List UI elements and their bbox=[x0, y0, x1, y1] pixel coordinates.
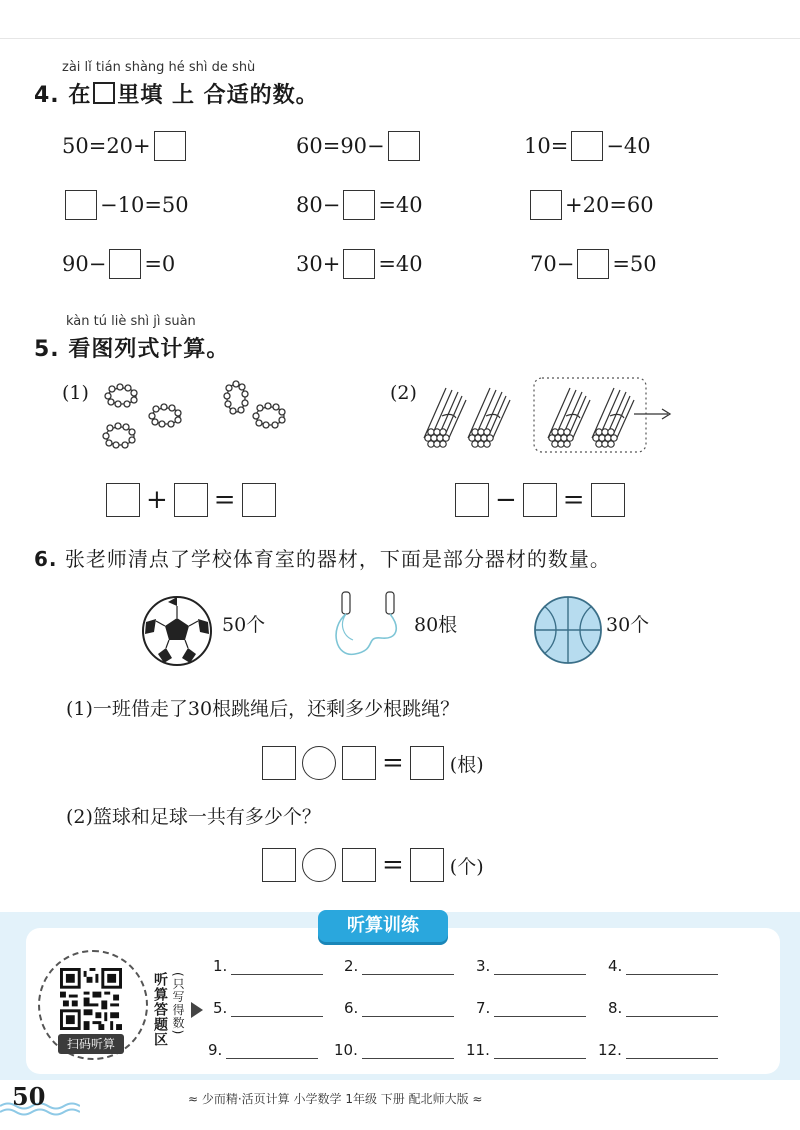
equals-sign: = bbox=[382, 850, 404, 880]
minus-sign: − bbox=[495, 485, 517, 515]
answer-slot[interactable]: 9. bbox=[208, 1041, 318, 1059]
q5-part1-label: (1) bbox=[62, 382, 89, 404]
q6-sub1: (1)一班借走了30根跳绳后，还剩多少根跳绳？ bbox=[66, 698, 460, 720]
bead-rings-icon bbox=[96, 374, 306, 464]
equals-sign: = bbox=[562, 485, 585, 515]
jump-rope-count: 80根 bbox=[414, 614, 458, 636]
basketball-count: 30个 bbox=[606, 614, 650, 636]
jump-rope-icon bbox=[325, 588, 409, 670]
answer-slot[interactable]: 2. bbox=[344, 957, 454, 975]
answer-box[interactable] bbox=[262, 848, 296, 882]
q4-number: 4. bbox=[34, 83, 60, 108]
q4-equation: 50=20+ bbox=[62, 131, 189, 161]
answer-box[interactable] bbox=[577, 249, 609, 279]
q4-equation: 30+ =40 bbox=[296, 249, 423, 279]
soccer-ball-icon bbox=[140, 594, 214, 668]
answer-box[interactable] bbox=[342, 848, 376, 882]
q4-equation: 60=90− bbox=[296, 131, 423, 161]
q5-equation-2 bbox=[455, 483, 625, 517]
answer-box[interactable] bbox=[109, 249, 141, 279]
answer-box[interactable] bbox=[262, 746, 296, 780]
unit-label: (根) bbox=[449, 753, 484, 776]
answer-slot[interactable]: 5. bbox=[213, 999, 323, 1017]
answer-box[interactable] bbox=[571, 131, 603, 161]
listening-title: 听算训练 bbox=[318, 910, 448, 942]
q4-title-b: 里填 上 合适的数。 bbox=[117, 83, 319, 108]
answer-slot[interactable]: 7. bbox=[476, 999, 586, 1017]
triangle-arrow-icon bbox=[190, 1001, 204, 1019]
answer-box[interactable] bbox=[154, 131, 186, 161]
answer-slot[interactable]: 12. bbox=[598, 1041, 718, 1059]
equals-sign: = bbox=[213, 485, 236, 515]
answer-area-label: 听算答题区 bbox=[152, 972, 168, 1047]
answer-slot[interactable]: 11. bbox=[466, 1041, 586, 1059]
q4-pinyin: zài lǐ tián shàng hé shì de shù bbox=[62, 60, 256, 75]
operator-circle[interactable] bbox=[302, 746, 336, 780]
q4-equation: 90− =0 bbox=[62, 249, 175, 279]
qr-code-icon[interactable] bbox=[60, 968, 122, 1030]
answer-box[interactable] bbox=[388, 131, 420, 161]
q6-equation-1 bbox=[262, 746, 484, 780]
q6-equation-2 bbox=[262, 848, 484, 882]
q6-title bbox=[34, 543, 611, 572]
answer-box[interactable] bbox=[530, 190, 562, 220]
answer-area-note: (只写得数) bbox=[171, 972, 185, 1036]
answer-box[interactable] bbox=[523, 483, 557, 517]
unit-label: (个) bbox=[449, 855, 484, 878]
answer-box[interactable] bbox=[343, 249, 375, 279]
q5-pinyin: kàn tú liè shì jì suàn bbox=[66, 314, 196, 329]
q4-title bbox=[34, 78, 319, 109]
answer-box[interactable] bbox=[106, 483, 140, 517]
answer-box[interactable] bbox=[174, 483, 208, 517]
q6-sub2: (2)篮球和足球一共有多少个？ bbox=[66, 806, 321, 828]
answer-box[interactable] bbox=[591, 483, 625, 517]
q4-equation: 10= −40 bbox=[524, 131, 651, 161]
q5-number: 5. bbox=[34, 337, 60, 362]
answer-box[interactable] bbox=[343, 190, 375, 220]
q4-equation: +20=60 bbox=[527, 190, 654, 220]
blank-square-icon bbox=[93, 82, 115, 104]
answer-slot[interactable]: 3. bbox=[476, 957, 586, 975]
answer-slot[interactable]: 6. bbox=[344, 999, 454, 1017]
soccer-count: 50个 bbox=[222, 614, 266, 636]
operator-circle[interactable] bbox=[302, 848, 336, 882]
q5-part2-label: (2) bbox=[390, 382, 417, 404]
answer-slot[interactable]: 10. bbox=[334, 1041, 454, 1059]
q4-title-a: 在 bbox=[68, 83, 92, 108]
top-rule bbox=[0, 38, 800, 39]
qr-label: 扫码听算 bbox=[58, 1034, 124, 1054]
answer-box[interactable] bbox=[65, 190, 97, 220]
footer-text: ≈ 少而精·活页计算 小学数学 1年级 下册 配北师大版 ≈ bbox=[188, 1092, 483, 1106]
answer-slot[interactable]: 1. bbox=[213, 957, 323, 975]
q6-number: 6. bbox=[34, 547, 58, 571]
q4-equation: −10=50 bbox=[62, 190, 189, 220]
answer-box[interactable] bbox=[410, 848, 444, 882]
basketball-icon bbox=[532, 594, 604, 666]
q4-equation: 70− =50 bbox=[530, 249, 657, 279]
answer-box[interactable] bbox=[410, 746, 444, 780]
page-number: 50 bbox=[12, 1082, 46, 1111]
q5-equation-1 bbox=[106, 483, 276, 517]
q6-title-text: 张老师清点了学校体育室的器材，下面是部分器材的数量。 bbox=[64, 547, 611, 571]
q5-title-text: 看图列式计算。 bbox=[68, 337, 230, 362]
equals-sign: = bbox=[382, 748, 404, 778]
answer-box[interactable] bbox=[455, 483, 489, 517]
answer-slot[interactable]: 8. bbox=[608, 999, 718, 1017]
bead-ring-icon bbox=[105, 384, 137, 407]
stick-bundles-icon bbox=[420, 374, 680, 458]
plus-sign: + bbox=[146, 485, 168, 515]
q4-equation: 80− =40 bbox=[296, 190, 423, 220]
answer-box[interactable] bbox=[342, 746, 376, 780]
q5-title bbox=[34, 332, 229, 363]
answer-box[interactable] bbox=[242, 483, 276, 517]
answer-slot[interactable]: 4. bbox=[608, 957, 718, 975]
